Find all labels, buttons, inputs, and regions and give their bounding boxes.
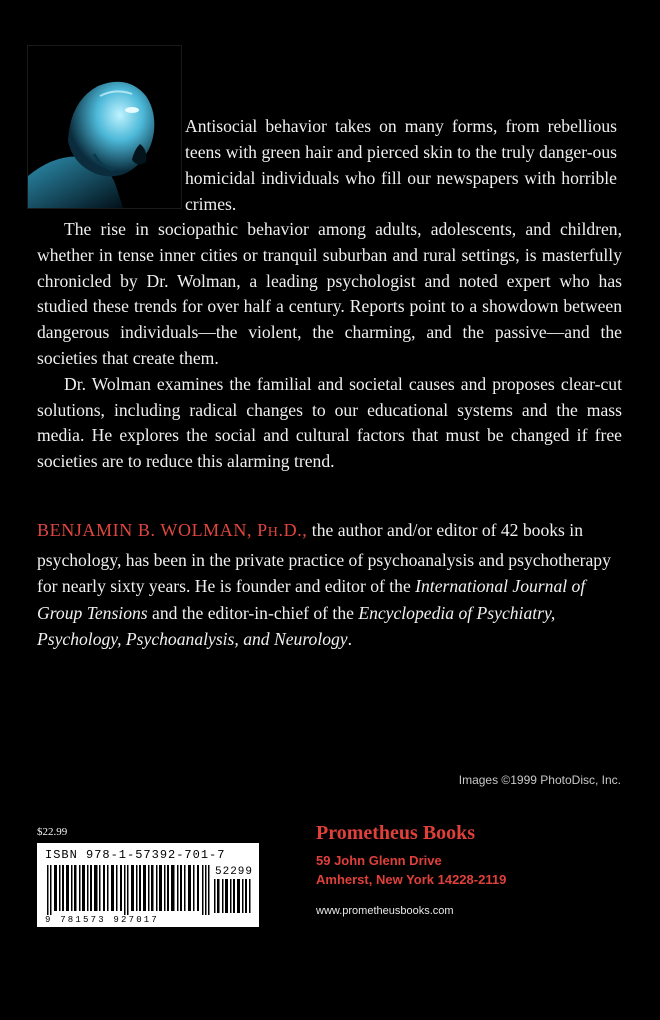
author-name: BENJAMIN B. WOLMAN, PH.D., [37, 520, 308, 540]
journal-title: International Journal of Group Tensions [37, 576, 586, 623]
price-code: 52299 [215, 866, 254, 878]
encyclopedia-title: Encyclopedia of Psychiatry, Psychology, Psychoanalysis, and Neurology [37, 602, 556, 649]
intro-paragraph: Antisocial behavior takes on many forms, from rebellious teens with green hair and pierced skin to the truly danger-ous homicidal individuals who fill our newspapers with horrible crimes. [185, 116, 617, 214]
cover-photo [27, 45, 182, 209]
description-body [37, 217, 622, 475]
author-bio: BENJAMIN B. WOLMAN, PH.D., the author and/or editor of 42 books in psychology, has been in the private practice of psychoanalysis and psychotherapy for nearly sixty years. He is founder and editor of the International Journal of Group Tensions and the editor-in-chief of the Encyclopedia of Psychiatry, Psychology, Psychoanalysis, and Neurology. [37, 520, 611, 649]
description-paragraph: The rise in sociopathic behavior among adults, adolescents, and children, whether in tense inner cities or tranquil suburban and rural settings, is masterfully chronicled by Dr. Wolman, a leading psychologist and noted expert who has studied these trends for over half a century. Reports point to a showdown between dangerous individuals—the violent, the charming, and the passive—and the societies that create them. [37, 219, 622, 368]
publisher-address [316, 851, 506, 889]
isbn-barcode [37, 843, 259, 927]
ean-digits: 9 781573 927017 [45, 915, 160, 925]
isbn-number: ISBN 978-1-57392-701-7 [45, 848, 226, 862]
barcode-bars [47, 865, 211, 915]
publisher-name: Prometheus Books [316, 822, 476, 844]
address-city: Amherst, New York 14228-2119 [316, 872, 507, 887]
price-label: $22.99 [37, 826, 68, 838]
publisher-website[interactable]: www.prometheusbooks.com [316, 905, 454, 917]
description-paragraph: Dr. Wolman examines the familial and societal causes and proposes clear-cut solutions, including radical changes to our educational systems and the mass media. He explores the social and cultural factors that must be changed if free societies are to reduce this alarming trend. [37, 373, 622, 472]
address-street: 59 John Glenn Drive [316, 853, 442, 868]
image-credit: Images ©1999 PhotoDisc, Inc. [458, 773, 621, 787]
price-barcode-bars [214, 879, 252, 913]
